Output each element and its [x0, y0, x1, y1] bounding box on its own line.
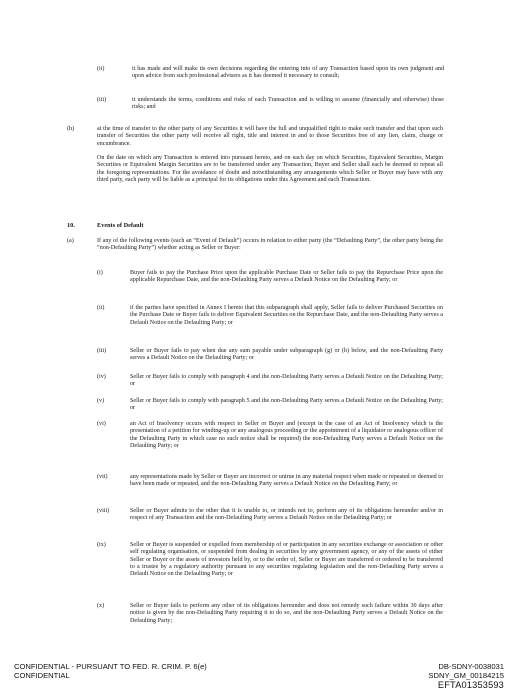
item-number: (iii) — [97, 97, 107, 103]
item-text: it has made and will make its own decisions regarding the entering into of any Transaction based upon its own judgment and upon advice from such professional advisers as it has deemed it necessary to consult; — [132, 66, 444, 80]
confidential-label: CONFIDENTIAL — [14, 671, 70, 680]
paragraph-number: (a) — [67, 238, 74, 244]
section-number: 10. — [67, 222, 75, 229]
paragraph-number: (h) — [67, 126, 75, 132]
event-text: Seller or Buyer fails to comply with paragraph 5 and the non-Defaulting Party serves a Default Notice on the Defaulting Party; or — [130, 398, 443, 412]
paragraph-h-continuation: On the date on which any Transaction is entered into pursuant hereto, and on each day on which Securities, Equivalent Securities, Margin Securities or Equivalent Margin Securities are to be transferred under any Transaction, Buyer and Seller shall each be deemed to repeat all the foregoing representations. For the avoidance of doubt and notwithstanding any arrangements which Seller or Buyer may have with any third party, each party will be liable as a principal for its obligations under this Agreement and each Transaction. — [97, 155, 443, 183]
confidentiality-notice: CONFIDENTIAL - PURSUANT TO FED. R. CRIM. P. 6(e) — [14, 662, 207, 671]
event-number: (v) — [97, 398, 105, 404]
event-number: (i) — [97, 270, 103, 276]
event-text: any representations made by Seller or Buyer are incorrect or untrue in any material respect when made or repeated or deemed to have been made or repeated, and the non-Defaulting Party serves a Default Notice on the Defaulting Party; or — [130, 474, 443, 488]
event-text: Buyer fails to pay the Purchase Price upon the applicable Purchase Date or Seller fails to pay the Repurchase Price upon the applicable Repurchase Date, and the non-Defaulting Party serves a Default Notice on the Defaulting Party; or — [130, 270, 443, 284]
event-text: Seller or Buyer admits to the other that it is unable to, or intends not to, perform any of its obligations hereunder and/or in respect of any Transaction and the non-Defaulting Party serves a Default Notice on the Defaulting Party; or — [130, 508, 443, 522]
event-text: if the parties have specified in Annex I hereto that this subparagraph shall apply, Seller fails to deliver Purchased Securities on the Purchase Date or Buyer fails to deliver Equivalent Securities on the Repurchase Date, and the non-Defaulting Party serves a Default Notice on the Defaulting Party; or — [130, 305, 443, 326]
event-text: Seller or Buyer fails to perform any other of its obligations hereunder and does not remedy such failure within 30 days after notice is given by the non-Defaulting Party requiring it to do so, and the non-Defaulting Party serves a Default Notice on the Defaulting Party; — [130, 603, 443, 624]
item-number: (ii) — [97, 66, 105, 72]
paragraph-h-text: at the time of transfer to the other party of any Securities it will have the full and unqualified right to make such transfer and that upon such transfer of Securities the other party will receive all right, title and interest in and to those Securities free of any lien, claim, charge or encumbrance. — [97, 126, 443, 147]
event-text: Seller or Buyer fails to pay when due any sum payable under subparagraph (g) or (h) below, and the non-Defaulting Party serves a Default Notice on the Defaulting Party; or — [130, 348, 443, 362]
bates-number-sdny: SDNY_GM_00184215 — [428, 671, 504, 680]
event-text: Seller or Buyer fails to comply with paragraph 4 and the non-Defaulting Party serves a Default Notice on the Defaulting Party; or — [130, 374, 443, 388]
event-text: an Act of Insolvency occurs with respect to Seller or Buyer and (except in the case of an Act of Insolvency which is the presentation of a petition for winding-up or any analogous proceeding or the appointment of a liquidator or analogous officer of the Defaulting Party in which case no such notice shall be required) the non-Defaulting Party serves a Default Notice on the Defaulting Party; or — [130, 421, 443, 449]
event-number: (vii) — [97, 474, 108, 480]
item-text: it understands the terms, conditions and risks of each Transaction and is willing to assume (financially and otherwise) those risks; and — [132, 97, 444, 111]
event-number: (iv) — [97, 374, 106, 380]
event-number: (x) — [97, 603, 105, 609]
event-number: (ii) — [97, 305, 105, 311]
bates-number-db: DB-SDNY-0038031 — [438, 662, 504, 671]
event-number: (viii) — [97, 508, 110, 514]
event-number: (ix) — [97, 542, 106, 548]
event-number: (vi) — [97, 421, 106, 427]
section-title: Events of Default — [97, 222, 144, 229]
event-text: Seller or Buyer is suspended or expelled from membership of or participation in any securities exchange or association or other self regulating organisation, or suspended from dealing in securities by any government agency, or any of the assets of either Seller or Buyer or the assets of investors held by, or to the order of, Seller or Buyer are transferred or ordered to be transferred to a trustee by a regulatory authority pursuant to any securities regulating legislation and the non-Defaulting Party serves a Default Notice on the Defaulting Party; or — [130, 542, 443, 578]
event-number: (iii) — [97, 348, 107, 354]
paragraph-a-text: If any of the following events (each an “Event of Default”) occurs in relation to either party (the “Defaulting Party”, the other party being the “non-Defaulting Party”) whether acting as Seller or Buyer: — [97, 238, 443, 252]
bates-number-efta: EFTA01353593 — [437, 680, 504, 690]
